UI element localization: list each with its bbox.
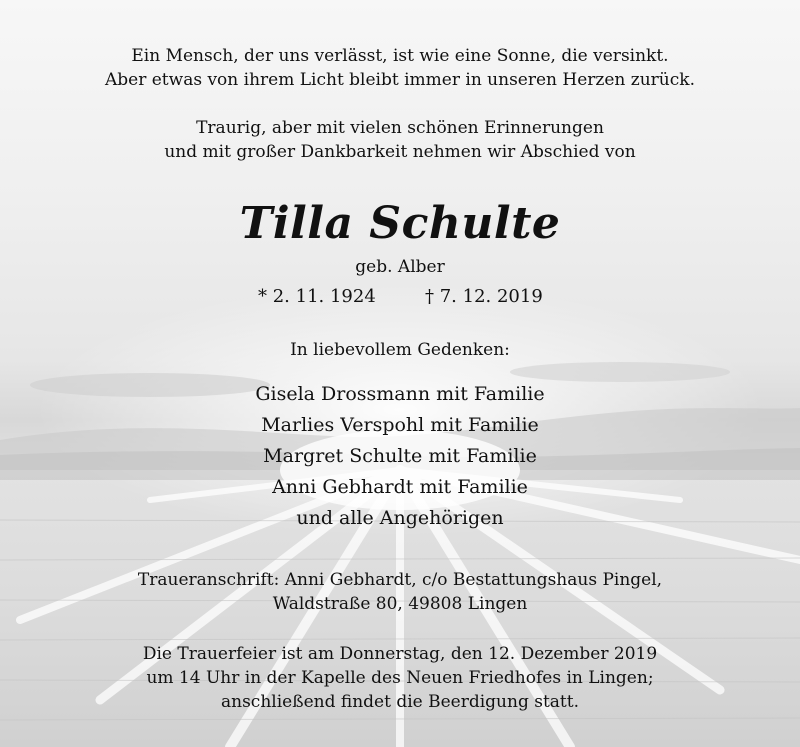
service-line-2: um 14 Uhr in der Kapelle des Neuen Friedhofes in Lingen;	[146, 668, 654, 688]
service-line-3: anschließend findet die Beerdigung statt.	[221, 692, 579, 712]
verse-line-2: Aber etwas von ihrem Licht bleibt immer in unseren Herzen zurück.	[105, 70, 695, 90]
service-line-1: Die Trauerfeier ist am Donnerstag, den 12. Dezember 2019	[142, 644, 658, 664]
intro-line-1: Traurig, aber mit vielen schönen Erinnerungen	[196, 118, 604, 138]
life-dates	[0, 286, 800, 310]
memorial-heading: In liebevollem Gedenken:	[290, 340, 510, 360]
deceased-name: Tilla Schulte	[239, 198, 561, 249]
verse-line-1: Ein Mensch, der uns verlässt, ist wie eine Sonne, die versinkt.	[131, 46, 669, 66]
mourner-5: und alle Angehörigen	[296, 507, 504, 529]
address-line-2: Waldstraße 80, 49808 Lingen	[272, 594, 528, 614]
mourner-4: Anni Gebhardt mit Familie	[272, 476, 528, 498]
mourner-3: Margret Schulte mit Familie	[263, 445, 537, 467]
mourner-2: Marlies Verspohl mit Familie	[261, 414, 539, 436]
mourner-1: Gisela Drossmann mit Familie	[255, 383, 545, 405]
intro-line-2: und mit großer Dankbarkeit nehmen wir Abschied von	[164, 142, 636, 162]
birth-date: * 2. 11. 1924	[258, 286, 376, 307]
maiden-name: geb. Alber	[355, 257, 445, 277]
address-line-1: Traueranschrift: Anni Gebhardt, c/o Bestattungshaus Pingel,	[137, 570, 663, 590]
death-date: † 7. 12. 2019	[425, 286, 543, 307]
